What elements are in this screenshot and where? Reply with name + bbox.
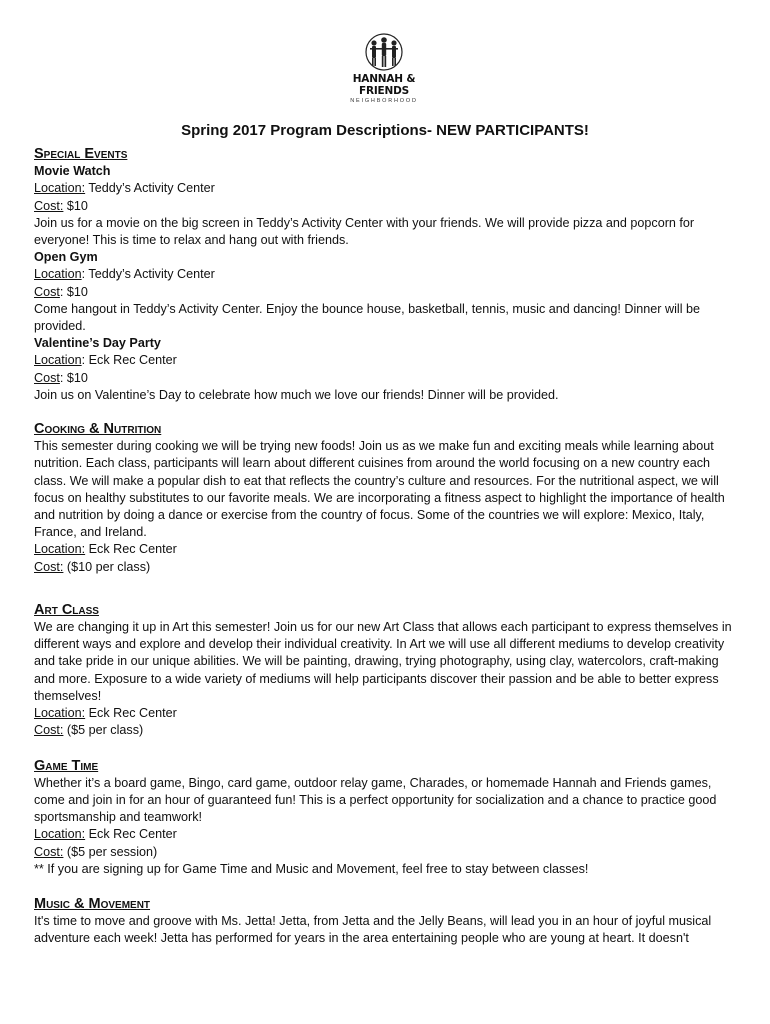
- logo-subtitle: NEIGHBORHOOD: [350, 98, 418, 104]
- cost-value: ($10 per class): [63, 559, 151, 574]
- game-time-note: ** If you are signing up for Game Time and Music and Movement, feel free to stay between classes!: [34, 861, 589, 876]
- event-description: Come hangout in Teddy’s Activity Center. Enjoy the bounce house, basketball, tennis, music and dancing! Dinner will be provided.: [34, 301, 700, 334]
- location-value: Teddy’s Activity Center: [85, 181, 215, 196]
- hannah-friends-logo: [334, 32, 434, 104]
- event-location: [34, 180, 740, 197]
- location-label: Location: [34, 353, 82, 368]
- cost-label: Cost:: [34, 198, 64, 213]
- special-events-heading: Special Events: [34, 146, 128, 162]
- event-title: Open Gym: [34, 250, 98, 265]
- document-body: [34, 146, 740, 948]
- cost-value: : $10: [59, 284, 88, 299]
- cost-label: Cost: [34, 284, 60, 299]
- art-location: [34, 705, 740, 722]
- cooking-heading: Cooking & Nutrition: [34, 421, 162, 438]
- page-title: Spring 2017 Program Descriptions- NEW PARTICIPANTS!: [181, 122, 589, 139]
- location-value: Eck Rec Center: [85, 706, 177, 721]
- cooking-location: [34, 541, 740, 558]
- event-cost: [34, 198, 740, 215]
- location-value: : Teddy’s Activity Center: [81, 267, 215, 282]
- game-time-description: Whether it’s a board game, Bingo, card game, outdoor relay game, Charades, or homemade Hannah and Friends games, come and join in for an hour of guaranteed fun! This is a perfect opportunity for socialization and a chance to practice good sportsmanship and teamwork!: [34, 775, 717, 825]
- people-circle-icon: [361, 32, 407, 72]
- cost-label: Cost:: [34, 723, 64, 738]
- cost-label: Cost:: [34, 844, 64, 859]
- music-description: It's time to move and groove with Ms. Jetta! Jetta, from Jetta and the Jelly Beans, will lead you in an hour of joyful musical adventure each week! Jetta has performed for years in the area entertaining people who are young at heart. It doesn't: [34, 914, 712, 946]
- location-value: Eck Rec Center: [85, 542, 177, 557]
- cost-value: : $10: [59, 370, 88, 385]
- location-label: Location:: [34, 706, 86, 721]
- location-value: Eck Rec Center: [85, 827, 177, 842]
- cooking-description: This semester during cooking we will be trying new foods! Join us as we make fun and exciting meals while learning about nutrition. Each class, participants will learn about different cuisines from around the world focusing on a new country each class. We will make a popular dish to eat that reflects the country’s culture and resources. For the nutritional aspect, we will focus on healthy substitutes to our favorite meals. We are incorporating a fitness aspect to highlight the importance of health and nutrition by doing a dance or exercise from the country of focus. Some of the countries we will explore: Mexico, Italy, France, and Ireland.: [34, 439, 725, 540]
- logo-brand: HANNAH & FRIENDS: [352, 73, 416, 97]
- cost-value: $10: [63, 198, 88, 213]
- event-description: Join us on Valentine’s Day to celebrate how much we love our friends! Dinner will be provided.: [34, 387, 559, 402]
- event-description: Join us for a movie on the big screen in Teddy’s Activity Center with your friends. We will provide pizza and popcorn for everyone! This is time to relax and hang out with friends.: [34, 215, 695, 248]
- location-label: Location:: [34, 827, 86, 842]
- event-cost: [34, 370, 740, 387]
- cost-label: Cost: [34, 370, 60, 385]
- cost-label: Cost:: [34, 559, 64, 574]
- art-heading: Art Class: [34, 601, 99, 618]
- event-title: Movie Watch: [34, 164, 111, 179]
- art-description: We are changing it up in Art this semester! Join us for our new Art Class that allows each participant to express themselves in different ways and explore and develop their individual creativity. In Art we will use all different mediums to develop creativity and take pride in our unique abilities. We will be painting, drawing, trying photography, using clay, watercolors, craft-making and more. Exposure to a wide variety of mediums will help participants discover their passion and be able to better express themselves!: [34, 620, 732, 703]
- event-location: [34, 266, 740, 283]
- location-label: Location: [34, 267, 82, 282]
- game-time-cost: [34, 844, 740, 861]
- location-label: Location:: [34, 181, 86, 196]
- art-cost: [34, 722, 740, 739]
- game-time-heading: Game Time: [34, 757, 99, 774]
- event-title: Valentine’s Day Party: [34, 336, 161, 351]
- music-heading: Music & Movement: [34, 895, 151, 912]
- game-time-location: [34, 826, 740, 843]
- cooking-cost: [34, 559, 740, 576]
- event-cost: [34, 284, 740, 301]
- cost-value: ($5 per session): [63, 844, 158, 859]
- event-location: [34, 352, 740, 369]
- location-label: Location:: [34, 542, 86, 557]
- location-value: : Eck Rec Center: [81, 353, 177, 368]
- cost-value: ($5 per class): [63, 723, 144, 738]
